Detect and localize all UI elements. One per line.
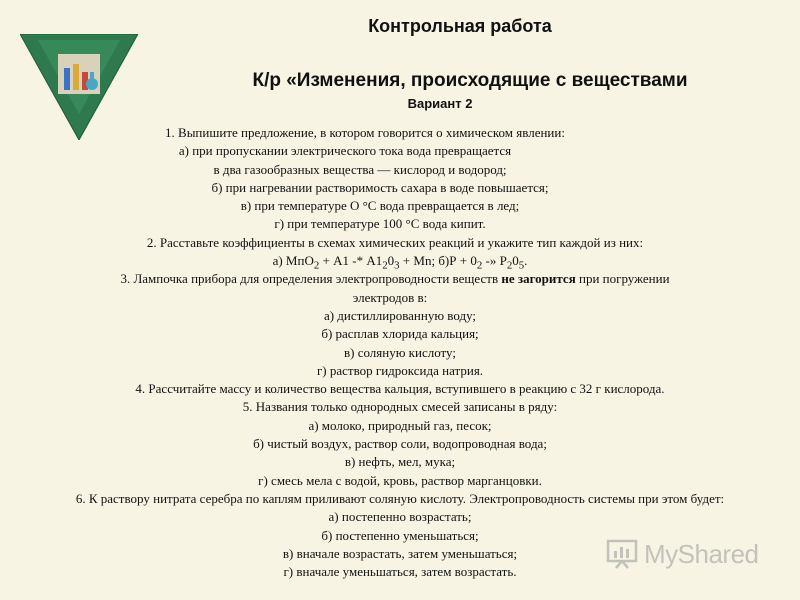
test-questions bbox=[0, 124, 800, 581]
question-2: 2. Расставьте коэффициенты в схемах химических реакций и укажите тип каждой из них: bbox=[146, 234, 644, 250]
presentation-icon bbox=[606, 539, 638, 569]
question-1-option-d: г) при температуре 100 °С вода кипит. bbox=[274, 216, 486, 232]
question-1-option-b: б) при нагревании растворимость сахара в воде повышается; bbox=[211, 179, 549, 195]
question-5-option-d: г) смесь мела с водой, кровь, раствор марганцовки. bbox=[258, 472, 542, 488]
question-3-cont: электродов в: bbox=[352, 289, 428, 305]
question-6-option-c: в) вначале возрастать, затем уменьшаться; bbox=[282, 545, 518, 561]
test-tube-icon bbox=[73, 64, 79, 90]
question-3-option-c: в) соляную кислоту; bbox=[343, 344, 456, 360]
question-3-option-a: а) дистиллированную воду; bbox=[323, 307, 477, 323]
question-5-option-a: а) молоко, природный газ, песок; bbox=[308, 417, 492, 433]
question-6: 6. К раствору нитрата серебра по каплям приливают соляную кислоту. Электропроводность системы при этом будет: bbox=[75, 490, 725, 506]
question-3-option-d: г) раствор гидроксида натрия. bbox=[316, 362, 484, 378]
question-3-option-b: б) расплав хлорида кальция; bbox=[321, 326, 479, 342]
watermark bbox=[606, 536, 776, 572]
question-5-option-b: б) чистый воздух, раствор соли, водопроводная вода; bbox=[253, 436, 547, 452]
question-1-option-c: в) при температуре О °С вода превращается в лед; bbox=[240, 198, 520, 214]
question-6-option-b: б) постепенно уменьшаться; bbox=[321, 527, 479, 543]
question-6-option-a: а) постепенно возрастать; bbox=[328, 509, 472, 525]
variant-label: Вариант 2 bbox=[407, 96, 473, 111]
question-5: 5. Названия только однородных смесей записаны в ряду: bbox=[242, 399, 558, 415]
page-title: Контрольная работа bbox=[368, 16, 552, 36]
question-5-option-c: в) нефть, мел, мука; bbox=[344, 454, 456, 470]
question-1-option-a-cont: в два газообразных вещества — кислород и водород; bbox=[213, 161, 507, 177]
question-6-option-d: г) вначале уменьшаться, затем возрастать. bbox=[283, 564, 517, 580]
test-subtitle: К/р «Изменения, происходящие с веществами bbox=[252, 70, 688, 91]
test-tube-icon bbox=[64, 68, 70, 90]
question-4: 4. Рассчитайте массу и количество вещества кальция, вступившего в реакцию с 32 г кислорода. bbox=[135, 381, 665, 397]
question-1: 1. Выпишите предложение, в котором говорится о химическом явлении: bbox=[165, 125, 565, 140]
question-2-equations: а) $МпО_2 + А1 -* А1_20_3$ + Мn; $б)Р + 0_2$ -» $Р_20_5$. bbox=[272, 253, 528, 272]
watermark-text: MyShared bbox=[644, 538, 759, 569]
question-3: 3. Лампочка прибора для определения электропроводности веществ не загорится при погружении bbox=[120, 271, 670, 287]
question-1-option-a: а) при пропускании электрического тока вода превращается bbox=[178, 143, 512, 159]
